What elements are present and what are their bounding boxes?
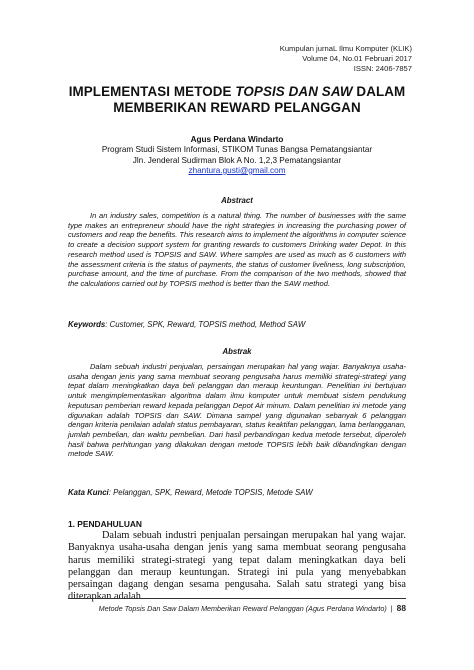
section-heading-pendahuluan: 1. PENDAHULUAN <box>68 519 142 529</box>
keywords-label: Keywords <box>68 320 106 329</box>
author-name: Agus Perdana Windarto <box>190 135 284 144</box>
page-number: 88 <box>396 603 406 613</box>
kata-kunci-line <box>68 488 406 497</box>
footer-separator: | <box>390 604 393 613</box>
author-address: Jln. Jenderal Sudirman Blok A No. 1,2,3 Pematangsiantar <box>132 155 342 165</box>
abstract-heading: Abstract <box>221 196 253 205</box>
journal-issn: ISSN: 2406-7857 <box>353 64 412 73</box>
abstrak-heading: Abstrak <box>222 347 252 356</box>
intro-paragraph: Dalam sebuah industri penjualan persaingan merupakan hal yang wajar. Banyaknya usaha-usaha dengan jenis yang sama membuat seorang pengusaha harus memiliki strategi-strategi yang tepat dalam meningkatkan daya beli pelanggan dan meraup keuntungan. Strategi ini pula yang menyebabkan persaingan dagang dengan sesama pengusaha. Salah satu strategi yang bisa diterapkan adalah <box>68 530 406 603</box>
journal-volume: Volume 04, No.01 Februari 2017 <box>302 54 412 63</box>
page-footer <box>99 603 406 613</box>
running-title: Metode Topsis Dan Saw Dalam Memberikan Reward Pelanggan (Agus Perdana Windarto) <box>98 604 387 613</box>
abstrak-text: Dalam sebuah industri penjualan, persaingan merupakan hal yang wajar. Banyaknya usaha-usaha dengan jenis yang sama membuat seorang pengusaha harus memiliki strategi-strategi yang tepat dalam meningkatkan daya beli pelanggan dan meraup keuntungan. Penelitian ini bertujuan untuk mengimplementasikan algoritma dalam ilmu komputer untuk membuat sistem pendukung keputusan pemberian reward kepada pelanggan Depot Air minum. Dalam penelitian ini metode yang digunakan adalah TOPSIS dan SAW. Dimana sampel yang digunakan sebanyak 6 pelanggan dengan kriteria penilaian adalah status pembayaran, status keaktifan pelanggan, lama berlangganan, jumlah pembelian, dan waktu pembelian. Dari hasil perbandingan kedua metode tersebut, diperoleh hasil bahwa perhitungan yang dilakukan dengan metode TOPSIS lebih baik dibandingkan dengan metode SAW. <box>68 362 406 459</box>
title-part-3: DALAM <box>352 84 406 99</box>
paper-title <box>40 84 434 116</box>
journal-name: Kumpulan jurnaL Ilmu Komputer (KLIK) <box>279 44 412 53</box>
kata-kunci-label: Kata Kunci <box>68 488 109 497</box>
footer-divider <box>68 598 406 599</box>
keywords-values: : Customer, SPK, Reward, TOPSIS method, Method SAW <box>105 320 306 329</box>
title-line-2: MEMBERIKAN REWARD PELANGGAN <box>113 100 361 115</box>
abstract-text: In an industry sales, competition is a natural thing. The number of businesses with the same type makes an entrepreneur should have the right strategies in increasing the purchasing power of customers and reap the benefits. This research aims to implement the algorithms in computer science to create a decision support system for granting rewards to customers Drinking water Depot. In this research method used is TOPSIS and SAW. Where samples are used as much as 6 customers with the assessment criteria is the status of payments, the status of customer liveliness, long subscription, purchase amount, and the time of purchase. From the comparison of the two methods, showed that the calculations carried out by TOPSIS method is better than the SAW method. <box>68 211 406 288</box>
author-block <box>40 135 434 176</box>
title-part-2: TOPSIS DAN SAW <box>235 84 353 99</box>
journal-header <box>280 44 412 74</box>
keywords-line <box>68 320 406 329</box>
kata-kunci-values: : Pelanggan, SPK, Reward, Metode TOPSIS, Metode SAW <box>108 488 313 497</box>
author-email-link[interactable]: zhantura.gusti@gmail.com <box>188 165 286 175</box>
title-part-1: IMPLEMENTASI METODE <box>68 84 236 99</box>
author-affiliation: Program Studi Sistem Informasi, STIKOM Tunas Bangsa Pematangsiantar <box>101 145 373 155</box>
